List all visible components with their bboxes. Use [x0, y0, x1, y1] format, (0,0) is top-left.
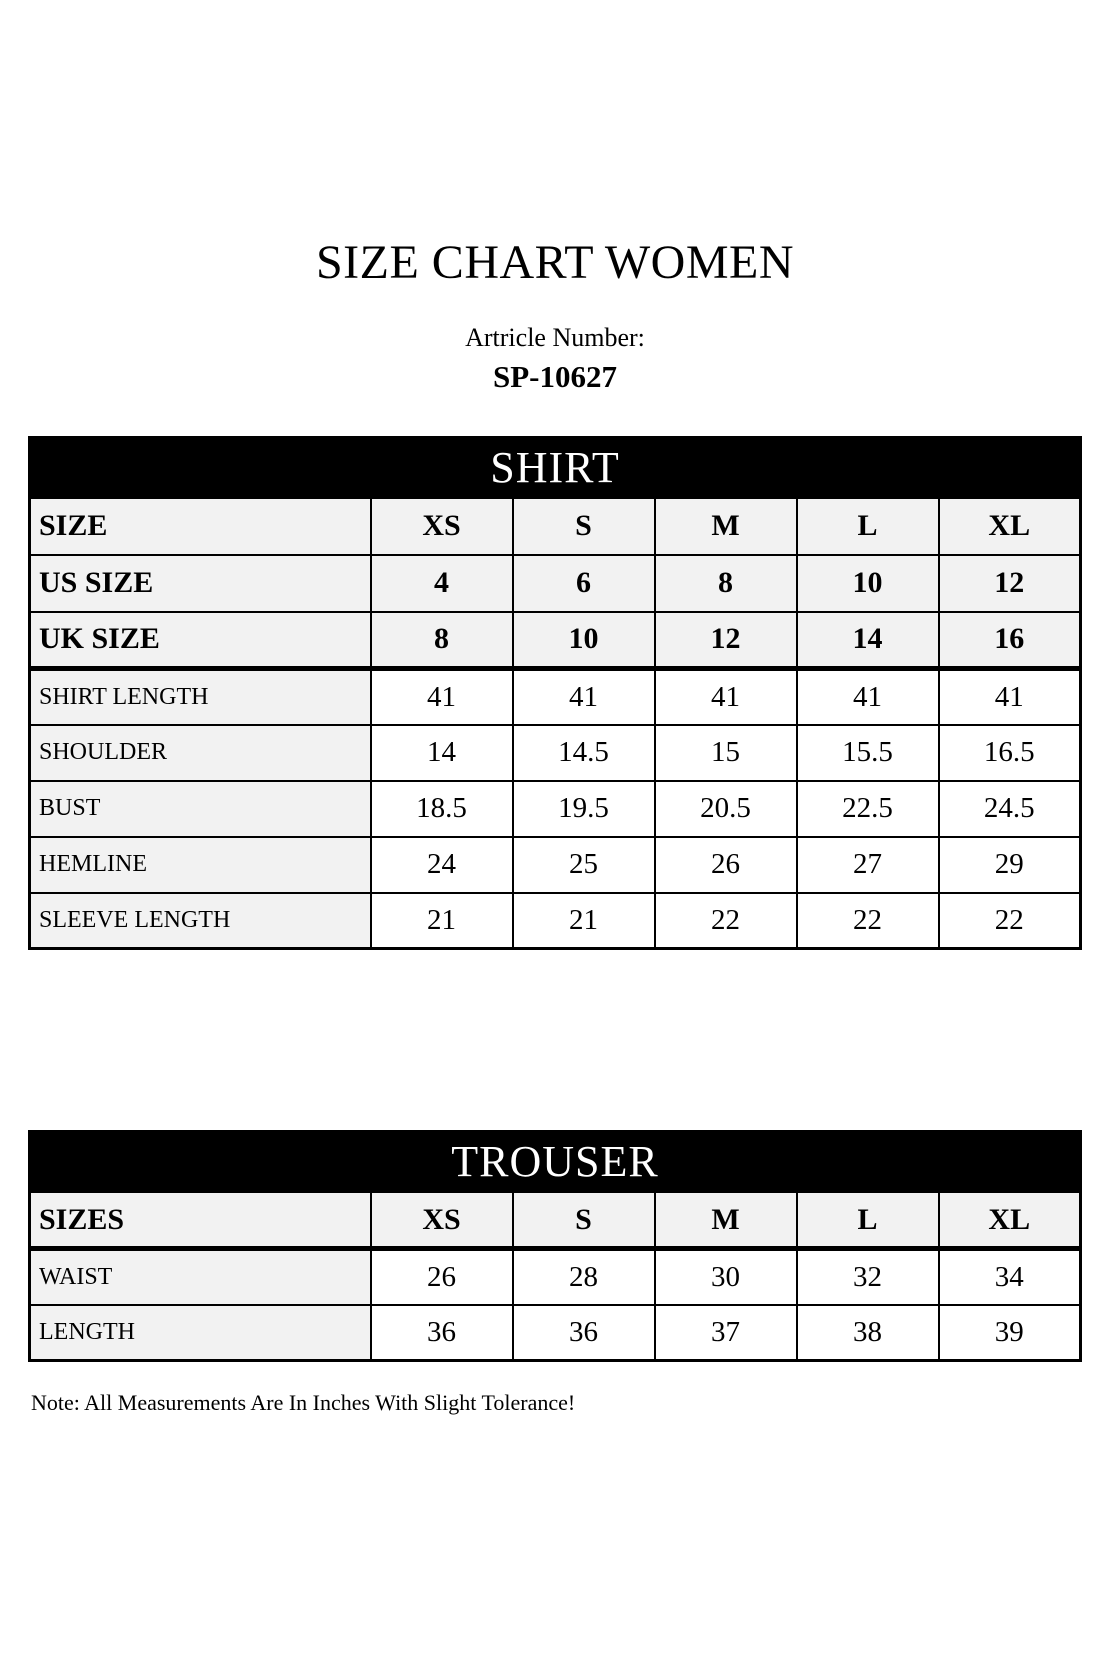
- value-cell: 12: [655, 612, 797, 669]
- value-cell: 39: [939, 1305, 1081, 1361]
- row-label-cell: US SIZE: [30, 555, 371, 612]
- row-label-cell: UK SIZE: [30, 612, 371, 669]
- value-cell: 10: [513, 612, 655, 669]
- table-row: [30, 1192, 1081, 1249]
- table-row: [30, 555, 1081, 612]
- shirt-size-table: [28, 496, 1082, 950]
- value-cell: XL: [939, 1192, 1081, 1249]
- value-cell: 41: [939, 669, 1081, 725]
- row-label-cell: SHIRT LENGTH: [30, 669, 371, 725]
- trouser-size-table: [28, 1190, 1082, 1362]
- value-cell: 27: [797, 837, 939, 893]
- value-cell: 21: [513, 893, 655, 949]
- value-cell: 16.5: [939, 725, 1081, 781]
- value-cell: 32: [797, 1249, 939, 1305]
- value-cell: M: [655, 1192, 797, 1249]
- value-cell: S: [513, 498, 655, 555]
- value-cell: 14.5: [513, 725, 655, 781]
- value-cell: 22: [655, 893, 797, 949]
- page-title: SIZE CHART WOMEN: [315, 236, 794, 289]
- value-cell: 22: [797, 893, 939, 949]
- table-row: [30, 669, 1081, 725]
- value-cell: 22: [939, 893, 1081, 949]
- value-cell: 30: [655, 1249, 797, 1305]
- value-cell: 18.5: [371, 781, 513, 837]
- row-label-cell: SIZE: [30, 498, 371, 555]
- value-cell: 10: [797, 555, 939, 612]
- table-row: [30, 725, 1081, 781]
- value-cell: 20.5: [655, 781, 797, 837]
- value-cell: 26: [371, 1249, 513, 1305]
- row-label-cell: SHOULDER: [30, 725, 371, 781]
- value-cell: 37: [655, 1305, 797, 1361]
- value-cell: 15.5: [797, 725, 939, 781]
- measurement-note: Note: All Measurements Are In Inches With Slight Tolerance!: [31, 1390, 576, 1415]
- shirt-table-section: [28, 436, 1082, 950]
- row-label-cell: HEMLINE: [30, 837, 371, 893]
- value-cell: 41: [797, 669, 939, 725]
- value-cell: 8: [371, 612, 513, 669]
- value-cell: L: [797, 1192, 939, 1249]
- value-cell: 24.5: [939, 781, 1081, 837]
- value-cell: 14: [797, 612, 939, 669]
- value-cell: 19.5: [513, 781, 655, 837]
- value-cell: 26: [655, 837, 797, 893]
- value-cell: 16: [939, 612, 1081, 669]
- shirt-table-title: SHIRT: [28, 436, 1082, 496]
- value-cell: 36: [513, 1305, 655, 1361]
- value-cell: 34: [939, 1249, 1081, 1305]
- row-label-cell: WAIST: [30, 1249, 371, 1305]
- value-cell: 15: [655, 725, 797, 781]
- value-cell: 29: [939, 837, 1081, 893]
- table-row: [30, 498, 1081, 555]
- trouser-table-title: TROUSER: [28, 1130, 1082, 1190]
- table-row: [30, 612, 1081, 669]
- value-cell: 28: [513, 1249, 655, 1305]
- table-row: [30, 837, 1081, 893]
- table-row: [30, 1249, 1081, 1305]
- value-cell: S: [513, 1192, 655, 1249]
- value-cell: 8: [655, 555, 797, 612]
- row-label-cell: BUST: [30, 781, 371, 837]
- value-cell: 41: [513, 669, 655, 725]
- value-cell: 25: [513, 837, 655, 893]
- value-cell: XS: [371, 1192, 513, 1249]
- value-cell: 36: [371, 1305, 513, 1361]
- value-cell: 24: [371, 837, 513, 893]
- table-row: [30, 893, 1081, 949]
- value-cell: 12: [939, 555, 1081, 612]
- article-number-value: SP-10627: [493, 359, 617, 394]
- value-cell: 6: [513, 555, 655, 612]
- table-row: [30, 781, 1081, 837]
- value-cell: 41: [371, 669, 513, 725]
- value-cell: XL: [939, 498, 1081, 555]
- value-cell: 38: [797, 1305, 939, 1361]
- value-cell: 14: [371, 725, 513, 781]
- trouser-table-section: [28, 1130, 1082, 1362]
- row-label-cell: LENGTH: [30, 1305, 371, 1361]
- row-label-cell: SIZES: [30, 1192, 371, 1249]
- value-cell: 22.5: [797, 781, 939, 837]
- value-cell: 21: [371, 893, 513, 949]
- table-row: [30, 1305, 1081, 1361]
- value-cell: 41: [655, 669, 797, 725]
- value-cell: XS: [371, 498, 513, 555]
- value-cell: M: [655, 498, 797, 555]
- article-number-label: Artricle Number:: [465, 323, 645, 352]
- value-cell: L: [797, 498, 939, 555]
- value-cell: 4: [371, 555, 513, 612]
- row-label-cell: SLEEVE LENGTH: [30, 893, 371, 949]
